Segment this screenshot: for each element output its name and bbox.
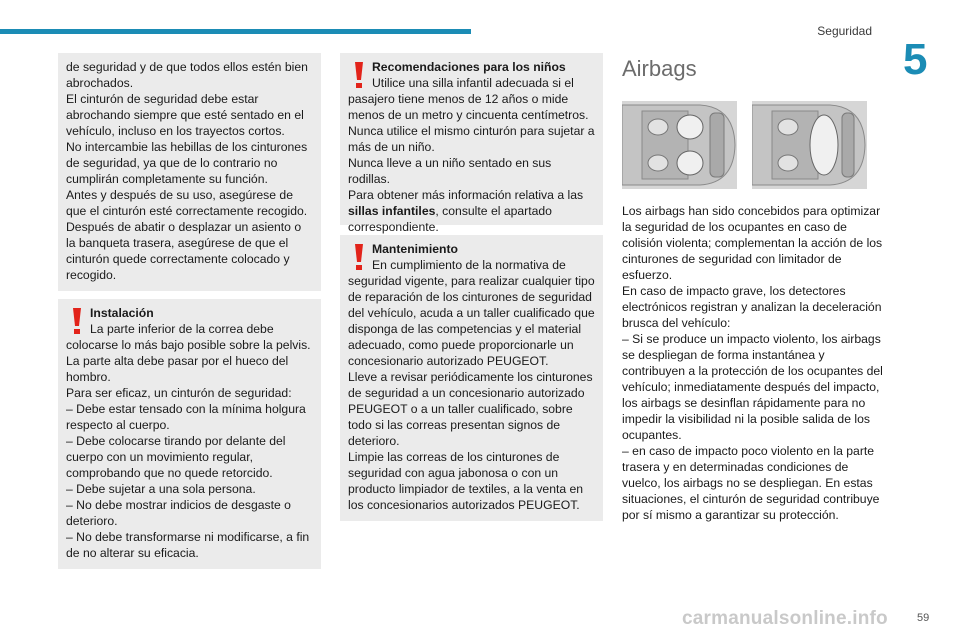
warning-exclamation-icon: [70, 307, 84, 335]
page-number: 59: [917, 612, 930, 624]
seatbelt-info-text: de seguridad y de que todos ellos estén bien abrochados. El cinturón de seguridad debe estar abrochando siempre que esté sentado en el vehículo, incluso en los trayectos cortos. No intercambie las hebillas de los cinturones de seguridad, ya que de lo contrario no cumplirán completamente su función. Antes y después de su uso, asegúrese de que el cinturón esté correctamente recogido. Después de abatir o desplazar un asiento o la banqueta trasera, asegúrese de que el cinturón quede correctamente colocado y recogido.: [66, 60, 308, 282]
header-accent-bar: [0, 29, 471, 34]
children-body-text-2: , consulte el apartado correspondiente.: [348, 204, 552, 234]
airbags-heading: Airbags: [622, 56, 697, 81]
installation-body: colocarse lo más bajo posible sobre la pelvis. La parte alta debe pasar por el hueco del hombro. Para ser eficaz, un cinturón de seguridad: – Debe estar tensado con la mínima holgura respecto al cuerpo. – Debe colocarse tirando por delante del cuerpo con un movimiento regular, comprobando que no quede retorcido. – Debe sujetar a una sola persona. – No debe mostrar indicios de desgaste o deterioro. – No debe transformarse ni modificarse, a fin de no alterar su eficacia.: [66, 338, 311, 560]
children-body: [348, 91, 595, 235]
installation-lead: La parte inferior de la correa debe: [90, 322, 274, 336]
children-seats-bold: sillas infantiles: [348, 204, 436, 218]
children-body-text-1: pasajero tiene menos de 12 años o mide menos de un metro y cincuenta centímetros. Nunca utilice el mismo cinturón para sujetar a más de un niño. Nunca lleve a un niño sentado en sus rodillas. Para obtener más información relativa a las: [348, 92, 595, 202]
seatbelt-info-box: [58, 53, 321, 291]
children-warning-box: [340, 53, 603, 234]
maintenance-title: Mantenimiento: [372, 242, 458, 256]
watermark: carmanualsonline.info: [682, 608, 888, 629]
airbags-body: Los airbags han sido concebidos para optimizar la seguridad de los ocupantes en caso de colisión violenta; complementan la acción de los cinturones de seguridad con limitador de esfuerzo. En caso de impacto grave, los detectores electrónicos registran y analizan la deceleración brusca del vehículo: – Si se produce un impacto violento, los airbags se despliegan de forma instantánea y contribuyen a la protección de los ocupantes del vehículo; inmediatamente después del impacto, los airbags se desinflan rápidamente para no impedir la visibilidad ni la posible salida de los ocupantes. – en caso de impacto poco violento en la parte trasera y en determinadas condiciones de vuelco, los airbags no se despliegan. En estas situaciones, el cinturón de seguridad contribuye por sí mismo a garantizar su protección.: [622, 204, 883, 522]
chapter-number: 5: [903, 35, 928, 84]
installation-warning-header: [66, 305, 313, 337]
maintenance-body: seguridad vigente, para realizar cualquier tipo de reparación de los cinturones de seguridad del vehículo, acuda a un taller cualificado que disponga de las competencias y el material adecuado, como puede proporcionarle un concesionario autorizado PEUGEOT. Lleve a revisar periódicamente los cinturones de seguridad a un concesionario autorizado PEUGEOT o a un taller cualificado, sobre todo si las correas presentan signos de deterioro. Limpie las correas de los cinturones de seguridad con agua jabonosa o con un producto limpiador de textiles, a la venta en los concesionarios autorizados PEUGEOT.: [348, 274, 595, 512]
maintenance-lead: En cumplimiento de la normativa de: [372, 258, 566, 272]
children-lead: Utilice una silla infantil adecuada si el: [372, 76, 574, 90]
maintenance-warning-header: [348, 241, 595, 273]
warning-exclamation-icon: [352, 243, 366, 271]
children-warning-header: [348, 59, 595, 91]
installation-title: Instalación: [90, 306, 154, 320]
installation-warning-box: [58, 299, 321, 569]
airbag-diagram-curtain: [752, 101, 867, 189]
warning-exclamation-icon: [352, 61, 366, 89]
children-title: Recomendaciones para los niños: [372, 60, 566, 74]
airbag-diagram-front-seats: [622, 101, 737, 189]
section-title: Seguridad: [817, 24, 872, 38]
maintenance-warning-box: [340, 235, 603, 521]
